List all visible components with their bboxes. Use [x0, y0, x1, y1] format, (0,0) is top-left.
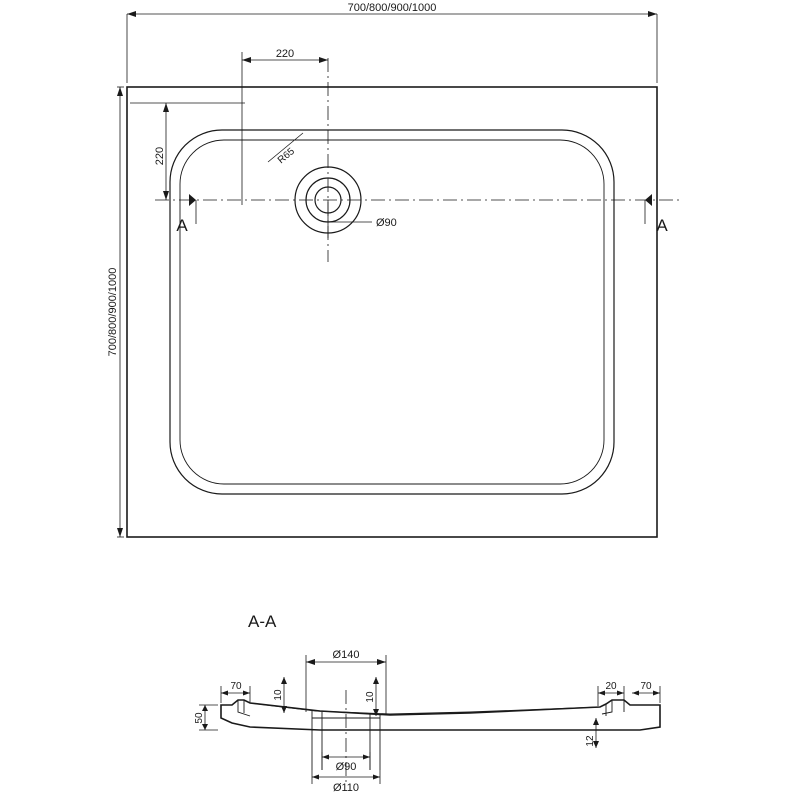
arrow-50-bottom — [202, 724, 208, 730]
section-right-rim-step — [602, 700, 612, 714]
dim-drain-inner-label: Ø90 — [335, 761, 357, 773]
arrow-d140-right — [377, 659, 386, 665]
arrow-70l-left — [221, 691, 228, 696]
arrow-10l-bottom — [281, 706, 287, 713]
arrow-70r-right — [653, 691, 660, 696]
dim-depth-center-label: 10 — [365, 691, 376, 703]
arrow-d90s-left — [322, 755, 329, 760]
section-arrow-right — [645, 194, 652, 206]
arrow-height-top — [117, 87, 123, 96]
arrow-width-right — [648, 11, 657, 17]
arrow-220h-left — [242, 57, 251, 63]
arrow-height-bottom — [117, 528, 123, 537]
arrow-d110-left — [312, 775, 319, 780]
dim-corner-radius-label: R65 — [275, 145, 297, 167]
dim-flange-right-outer-label: 70 — [640, 681, 652, 692]
section-profile-outline — [221, 700, 660, 730]
dim-height-left-label: 50 — [194, 712, 205, 724]
dim-wall-left-label: 10 — [273, 689, 284, 701]
tray-inner-basin-2 — [180, 140, 604, 484]
arrow-20r-right — [617, 691, 624, 696]
dim-drain-diameter-label: Ø90 — [376, 217, 397, 229]
tray-inner-basin — [170, 130, 614, 494]
dim-flange-left-label: 70 — [230, 681, 242, 692]
section-view-title: A-A — [248, 612, 277, 631]
section-mark-right: A — [656, 216, 668, 235]
arrow-50-top — [202, 705, 208, 711]
arrow-220v-top — [163, 103, 169, 112]
arrow-12-top — [593, 718, 599, 725]
dim-220-vertical-label: 220 — [154, 146, 166, 166]
dim-flange-right-inner-label: 20 — [605, 681, 617, 692]
arrow-d110-right — [373, 775, 380, 780]
arrow-d90s-right — [363, 755, 370, 760]
dim-rim-thickness-label: 12 — [585, 735, 596, 747]
dim-height-label: 700/800/900/1000 — [107, 267, 119, 357]
dim-drain-flange-label: Ø140 — [332, 649, 360, 661]
section-arrow-left — [189, 194, 196, 206]
dim-drain-outer-label: Ø110 — [332, 782, 360, 794]
section-view — [194, 612, 660, 794]
arrow-width-left — [127, 11, 136, 17]
arrow-10l-top — [281, 677, 287, 684]
dim-width-label: 700/800/900/1000 — [347, 2, 437, 14]
arrow-220v-bottom — [163, 191, 169, 200]
arrow-d140-left — [306, 659, 315, 665]
dim-220-horizontal-label: 220 — [275, 48, 295, 60]
arrow-10c-top — [373, 677, 379, 684]
arrow-20r-left — [598, 691, 605, 696]
section-mark-left: A — [176, 216, 188, 235]
top-view — [107, 2, 680, 537]
tray-outline — [127, 87, 657, 537]
arrow-70l-right — [243, 691, 250, 696]
arrow-70r-left — [632, 691, 639, 696]
arrow-220h-right — [319, 57, 328, 63]
